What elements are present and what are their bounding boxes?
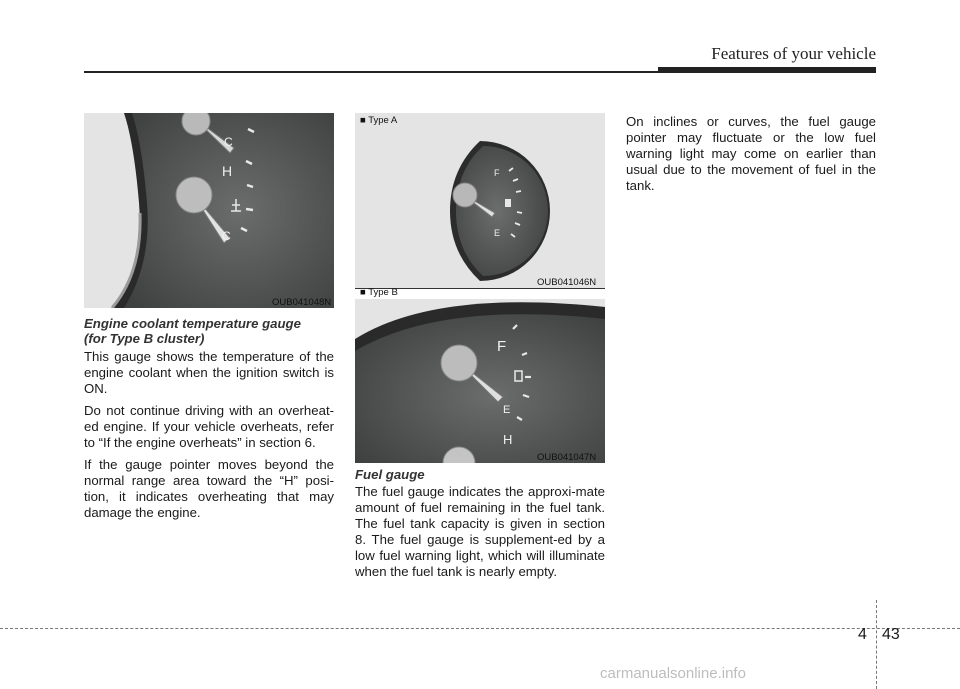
cold-mark: C [222, 229, 231, 243]
coolant-body [84, 349, 334, 527]
running-header: Features of your vehicle [711, 44, 876, 63]
chapter-number: 4 [858, 626, 867, 643]
footer-divider [876, 600, 877, 689]
hot-mark: H [222, 163, 233, 179]
empty-mark: E [503, 404, 511, 416]
fuel-pump-icon [505, 199, 511, 207]
coolant-heading [84, 316, 334, 346]
empty-mark: E [494, 228, 501, 238]
type-b-label: ■ Type B [360, 287, 398, 298]
page-number: 43 [882, 626, 900, 643]
fuel-gauge-type-b-figure [355, 299, 605, 463]
fuel-gauge-type-a-illustration [355, 113, 605, 288]
fuel-gauge-type-b-illustration [355, 299, 605, 463]
paragraph: This gauge shows the temperature of the engine coolant when the ignition switch is ON. [84, 349, 334, 396]
footer-rule [0, 628, 960, 629]
full-mark: F [494, 168, 500, 178]
figure-code: OUB041048N [272, 297, 332, 308]
paragraph: The fuel gauge indicates the approxi-mate amount of fuel remaining in the fuel tank. The fuel tank capacity is given in section 8. The fuel gauge is supplement-ed by a low fuel warning light, which will illuminate when the fuel tank is nearly empty. [355, 484, 605, 579]
fuel-body [355, 484, 605, 586]
figure-code: OUB041046N [537, 277, 597, 288]
type-a-label: ■ Type A [360, 115, 398, 126]
full-mark: F [497, 338, 507, 355]
cold-mark-upper: C [224, 135, 233, 149]
header-rule [84, 71, 876, 73]
right-column-body [626, 114, 876, 200]
coolant-heading-line1: Engine coolant temperature gauge [84, 316, 301, 331]
paragraph: Do not continue driving with an overheat-ed engine. If your vehicle overheats, refer to “If the engine overheats” in section 6. [84, 403, 334, 450]
coolant-gauge-illustration [84, 113, 334, 308]
paragraph: On inclines or curves, the fuel gauge pointer may fluctuate or the low fuel warning light may come on earlier than usual due to the movement of fuel in the tank. [626, 114, 876, 193]
hot-mark: H [503, 432, 513, 447]
watermark: carmanualsonline.info [600, 665, 746, 682]
fuel-gauge-type-a-figure [355, 113, 605, 288]
paragraph: If the gauge pointer moves beyond the normal range area toward the “H” posi-tion, it indicates overheating that may damage the engine. [84, 457, 334, 520]
coolant-gauge-figure [84, 113, 334, 308]
coolant-heading-line2: (for Type B cluster) [84, 331, 205, 346]
figure-code: OUB041047N [537, 452, 597, 463]
fuel-heading: Fuel gauge [355, 467, 425, 482]
